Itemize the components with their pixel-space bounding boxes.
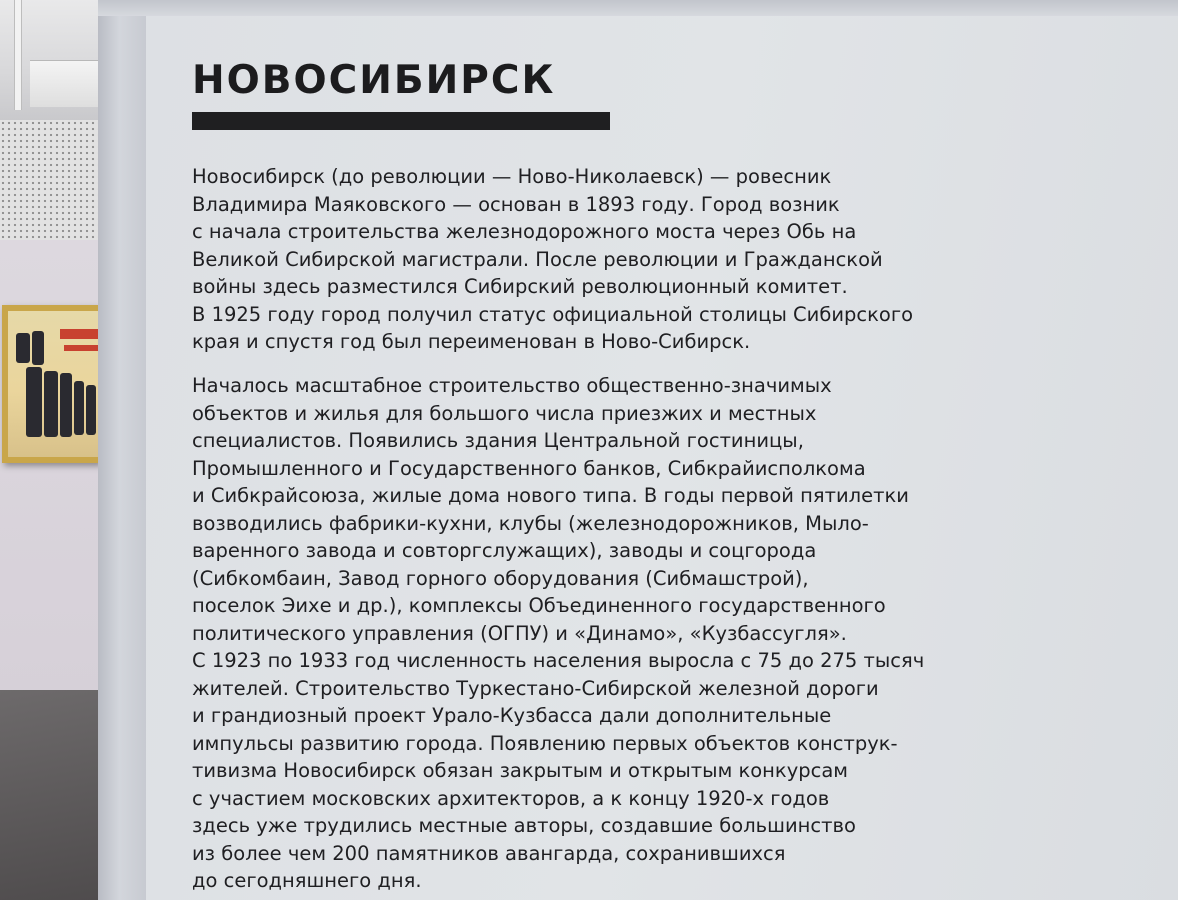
paragraph-2 [192,372,924,895]
text-line: возводились фабрики-кухни, клубы (железнодорожников, Мыло- [192,511,869,535]
poster-figure [16,333,30,363]
text-line: В 1925 году город получил статус официальной столицы Сибирского [192,302,914,326]
text-line: поселок Эихе и др.), комплексы Объединенного государственного [192,594,886,617]
text-line: здесь уже трудились местные авторы, создавшие большинство [192,814,856,837]
poster-figure [60,373,72,437]
text-line: Великой Сибирской магистрали. После революции и Гражданской [192,247,883,271]
title-underline-bar [192,112,610,130]
panel-side-edge [98,0,146,900]
perforated-wall-panel [0,120,100,240]
poster-figure [74,381,84,435]
text-line: и грандиозный проект Урало-Кузбасса дали дополнительные [192,704,832,727]
paragraph-1 [192,163,913,356]
poster-red-banner [60,329,100,339]
text-line: края и спустя год был переименован в Ново-Сибирск. [192,330,751,353]
text-line: Началось масштабное строительство общественно-значимых [192,374,832,397]
ceiling-pipe [14,0,22,110]
text-line: тивизма Новосибирск обязан закрытым и открытым конкурсам [192,759,849,782]
text-line: варенного завода и совторгслужащих), заводы и соцгорода [192,539,817,562]
poster-artwork [8,311,100,457]
poster-figure [86,385,96,435]
poster-figure [44,371,58,437]
poster-figure [26,367,42,437]
text-line: импульсы развитию города. Появлению первых объектов конструк- [192,731,898,755]
text-line: политического управления (ОГПУ) и «Динамо», «Кузбассугля». [192,621,847,645]
text-line: жителей. Строительство Туркестано-Сибирской железной дороги [192,676,879,700]
framed-poster [2,305,100,463]
ceiling-beam [30,60,100,107]
text-line: с участием московских архитекторов, а к концу 1920-х годов [192,786,830,810]
panel-title: НОВОСИБИРСК [192,58,556,103]
text-line: (Сибкомбаин, Завод горного оборудования (Сибмашстрой), [192,566,809,590]
text-line: объектов и жилья для большого числа приезжих и местных [192,401,817,425]
text-line: и Сибкрайсоюза, жилые дома нового типа. В годы первой пятилетки [192,484,909,507]
text-line: специалистов. Появились здания Центральной гостиницы, [192,429,804,452]
text-line: Промышленного и Государственного банков, Сибкрайисполкома [192,456,866,480]
text-line: Владимира Маяковского — основан в 1893 году. Город возник [192,192,840,216]
text-line: с начала строительства железнодорожного моста через Обь на [192,220,857,243]
text-line: до сегодняшнего дня. [192,869,422,892]
text-line: войны здесь разместился Сибирский революционный комитет. [192,275,848,298]
gallery-floor [0,690,100,900]
text-line: из более чем 200 памятников авангарда, сохранившихся [192,841,786,865]
text-line: Новосибирск (до революции — Ново-Николаевск) — ровесник [192,165,832,188]
poster-red-banner [64,345,98,351]
text-line: С 1923 по 1933 год численность населения выросла с 75 до 275 тысяч [192,649,925,672]
panel-top-edge [98,0,1178,16]
poster-figure [32,331,44,365]
